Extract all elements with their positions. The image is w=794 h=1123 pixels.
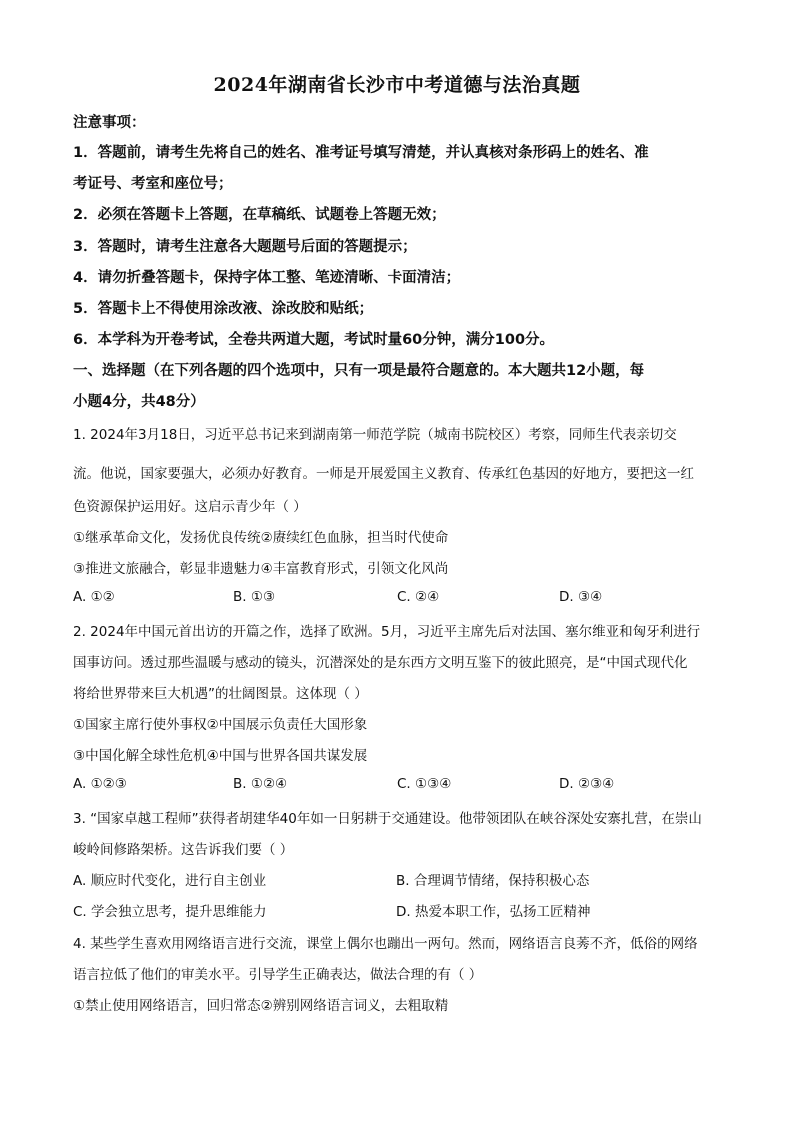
section-heading: 一、选择题（在下列各题的四个选项中，只有一项是最符合题意的。本大题共12小题，每 bbox=[73, 363, 645, 379]
notice-item: 考证号、考室和座位号； bbox=[73, 176, 233, 192]
option-d: D. 热爱本职工作，弘扬工匠精神 bbox=[396, 904, 591, 920]
question-3-options-row-2 bbox=[73, 900, 733, 920]
question-4-stem: 4. 某些学生喜欢用网络语言进行交流，课堂上偶尔也蹦出一两句。然而，网络语言良莠不齐，低俗的网络 bbox=[73, 936, 698, 952]
question-2-options bbox=[73, 776, 733, 796]
notice-item: 6．本学科为开卷考试，全卷共两道大题，考试时量60分钟，满分100分。 bbox=[73, 332, 555, 348]
option-a: A. ①②③ bbox=[73, 776, 127, 792]
option-c: C. ①③④ bbox=[397, 776, 452, 792]
option-a: A. ①② bbox=[73, 589, 115, 605]
question-3-stem: 峻岭间修路架桥。这告诉我们要（ ） bbox=[73, 842, 294, 858]
question-1-stem: 1. 2024年3月18日，习近平总书记来到湖南第一师范学院（城南书院校区）考察，同师生代表亲切交 bbox=[73, 427, 677, 443]
question-3-stem: 3. “国家卓越工程师”获得者胡建华40年如一日躬耕于交通建设。他带领团队在峡谷深处安寨扎营，在崇山 bbox=[73, 811, 702, 827]
option-d: D. ②③④ bbox=[559, 776, 615, 792]
notice-item: 4．请勿折叠答题卡，保持字体工整、笔迹清晰、卡面清洁； bbox=[73, 270, 461, 286]
notice-item: 5．答题卡上不得使用涂改液、涂改胶和贴纸； bbox=[73, 301, 374, 317]
question-1-options bbox=[73, 589, 733, 609]
option-b: B. ①②④ bbox=[233, 776, 288, 792]
question-2-statement: ①国家主席行使外事权②中国展示负责任大国形象 bbox=[73, 717, 368, 733]
option-b: B. ①③ bbox=[233, 589, 276, 605]
question-4-stem: 语言拉低了他们的审美水平。引导学生正确表达，做法合理的有（ ） bbox=[73, 967, 483, 983]
notice-item: 3．答题时，请考生注意各大题题号后面的答题提示； bbox=[73, 239, 417, 255]
option-d: D. ③④ bbox=[559, 589, 603, 605]
notice-heading: 注意事项： bbox=[73, 115, 146, 131]
option-c: C. 学会独立思考，提升思维能力 bbox=[73, 904, 267, 920]
question-4-statement: ①禁止使用网络语言，回归常态②辨别网络语言词义，去粗取精 bbox=[73, 998, 449, 1014]
question-2-statement: ③中国化解全球性危机④中国与世界各国共谋发展 bbox=[73, 748, 368, 764]
question-1-stem: 色资源保护运用好。这启示青少年（ ） bbox=[73, 499, 307, 515]
question-2-stem: 将给世界带来巨大机遇”的壮阔图景。这体现（ ） bbox=[73, 686, 368, 702]
question-3-options-row-1 bbox=[73, 869, 733, 889]
option-a: A. 顺应时代变化，进行自主创业 bbox=[73, 873, 267, 889]
question-1-stem: 流。他说，国家要强大，必须办好教育。一师是开展爱国主义教育、传承红色基因的好地方，要把这一红 bbox=[73, 466, 694, 482]
question-1-statement: ①继承革命文化，发扬优良传统②赓续红色血脉，担当时代使命 bbox=[73, 530, 449, 546]
page-title: 2024年湖南省长沙市中考道德与法治真题 bbox=[213, 74, 581, 96]
option-c: C. ②④ bbox=[397, 589, 440, 605]
option-b: B. 合理调节情绪，保持积极心态 bbox=[396, 873, 590, 889]
question-2-stem: 2. 2024年中国元首出访的开篇之作，选择了欧洲。5月，习近平主席先后对法国、塞尔维亚和匈牙利进行 bbox=[73, 624, 701, 640]
section-heading: 小题4分，共48分） bbox=[73, 394, 205, 410]
notice-item: 1．答题前，请考生先将自己的姓名、准考证号填写清楚，并认真核对条形码上的姓名、准 bbox=[73, 145, 649, 161]
question-2-stem: 国事访问。透过那些温暖与感动的镜头，沉潜深处的是东西方文明互鉴下的彼此照亮，是“中国式现代化 bbox=[73, 655, 688, 671]
question-1-statement: ③推进文旅融合，彰显非遗魅力④丰富教育形式，引领文化风尚 bbox=[73, 561, 449, 577]
notice-item: 2．必须在答题卡上答题，在草稿纸、试题卷上答题无效； bbox=[73, 207, 446, 223]
